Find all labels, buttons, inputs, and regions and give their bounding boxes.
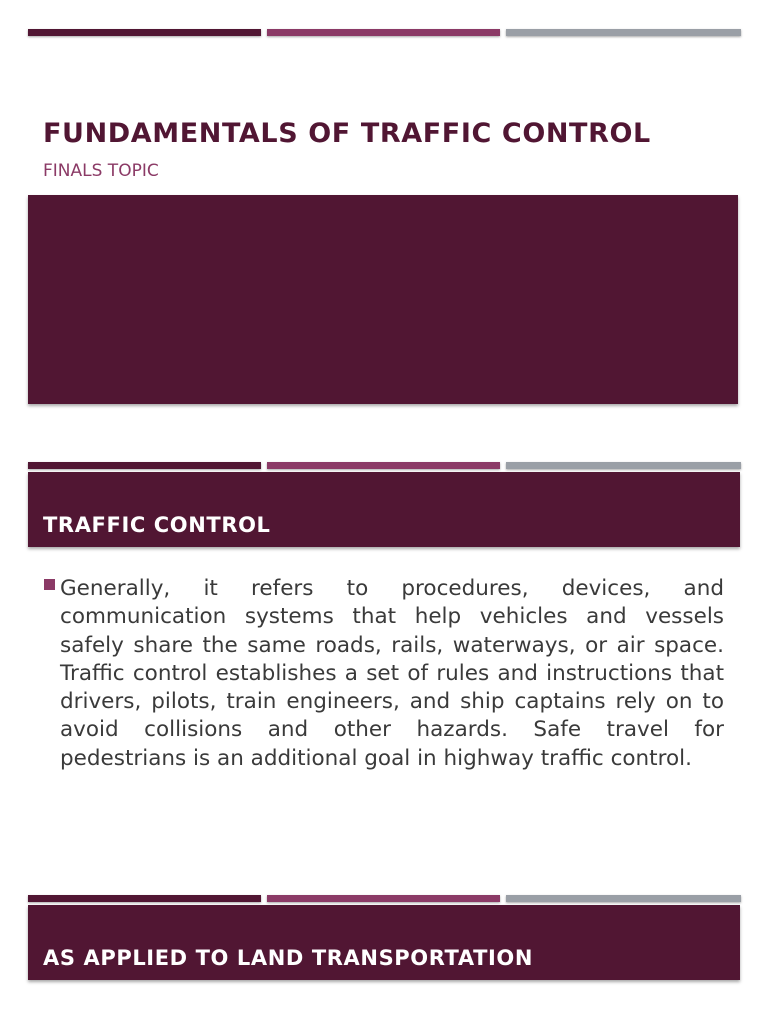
stripe-neutral <box>506 462 741 469</box>
stripe-primary <box>28 895 261 902</box>
bullet-text: Generally, it refers to procedures, devices, and communication systems that help vehicles and vessels safely share the same roads, rails, waterways, or air space. Traffic control establishes a set of rules and instructions that drivers, pilots, train engineers, and ship captains rely on to avoid collisions and other hazards. Safe travel for pedestrians is an additional goal in highway traffic control. <box>60 576 724 771</box>
slide1-top-stripe <box>28 29 741 36</box>
stripe-primary <box>28 462 261 469</box>
title-color-block <box>28 195 738 404</box>
stripe-primary <box>28 29 261 36</box>
bullet-list <box>44 575 724 773</box>
slide2-header-band <box>28 472 740 547</box>
stripe-accent <box>267 462 500 469</box>
slide3-header-band <box>28 905 740 980</box>
stripe-accent <box>267 895 500 902</box>
slide-title: FUNDAMENTALS OF TRAFFIC CONTROL <box>43 118 651 149</box>
slide3-top-stripe <box>28 895 741 902</box>
square-bullet-icon <box>44 579 55 590</box>
slide-subtitle: FINALS TOPIC <box>43 161 159 181</box>
slide2-top-stripe <box>28 462 741 469</box>
stripe-neutral <box>506 29 741 36</box>
slide3-heading: AS APPLIED TO LAND TRANSPORTATION <box>43 946 534 970</box>
stripe-neutral <box>506 895 741 902</box>
stripe-accent <box>267 29 500 36</box>
slide2-heading: TRAFFIC CONTROL <box>43 513 271 537</box>
